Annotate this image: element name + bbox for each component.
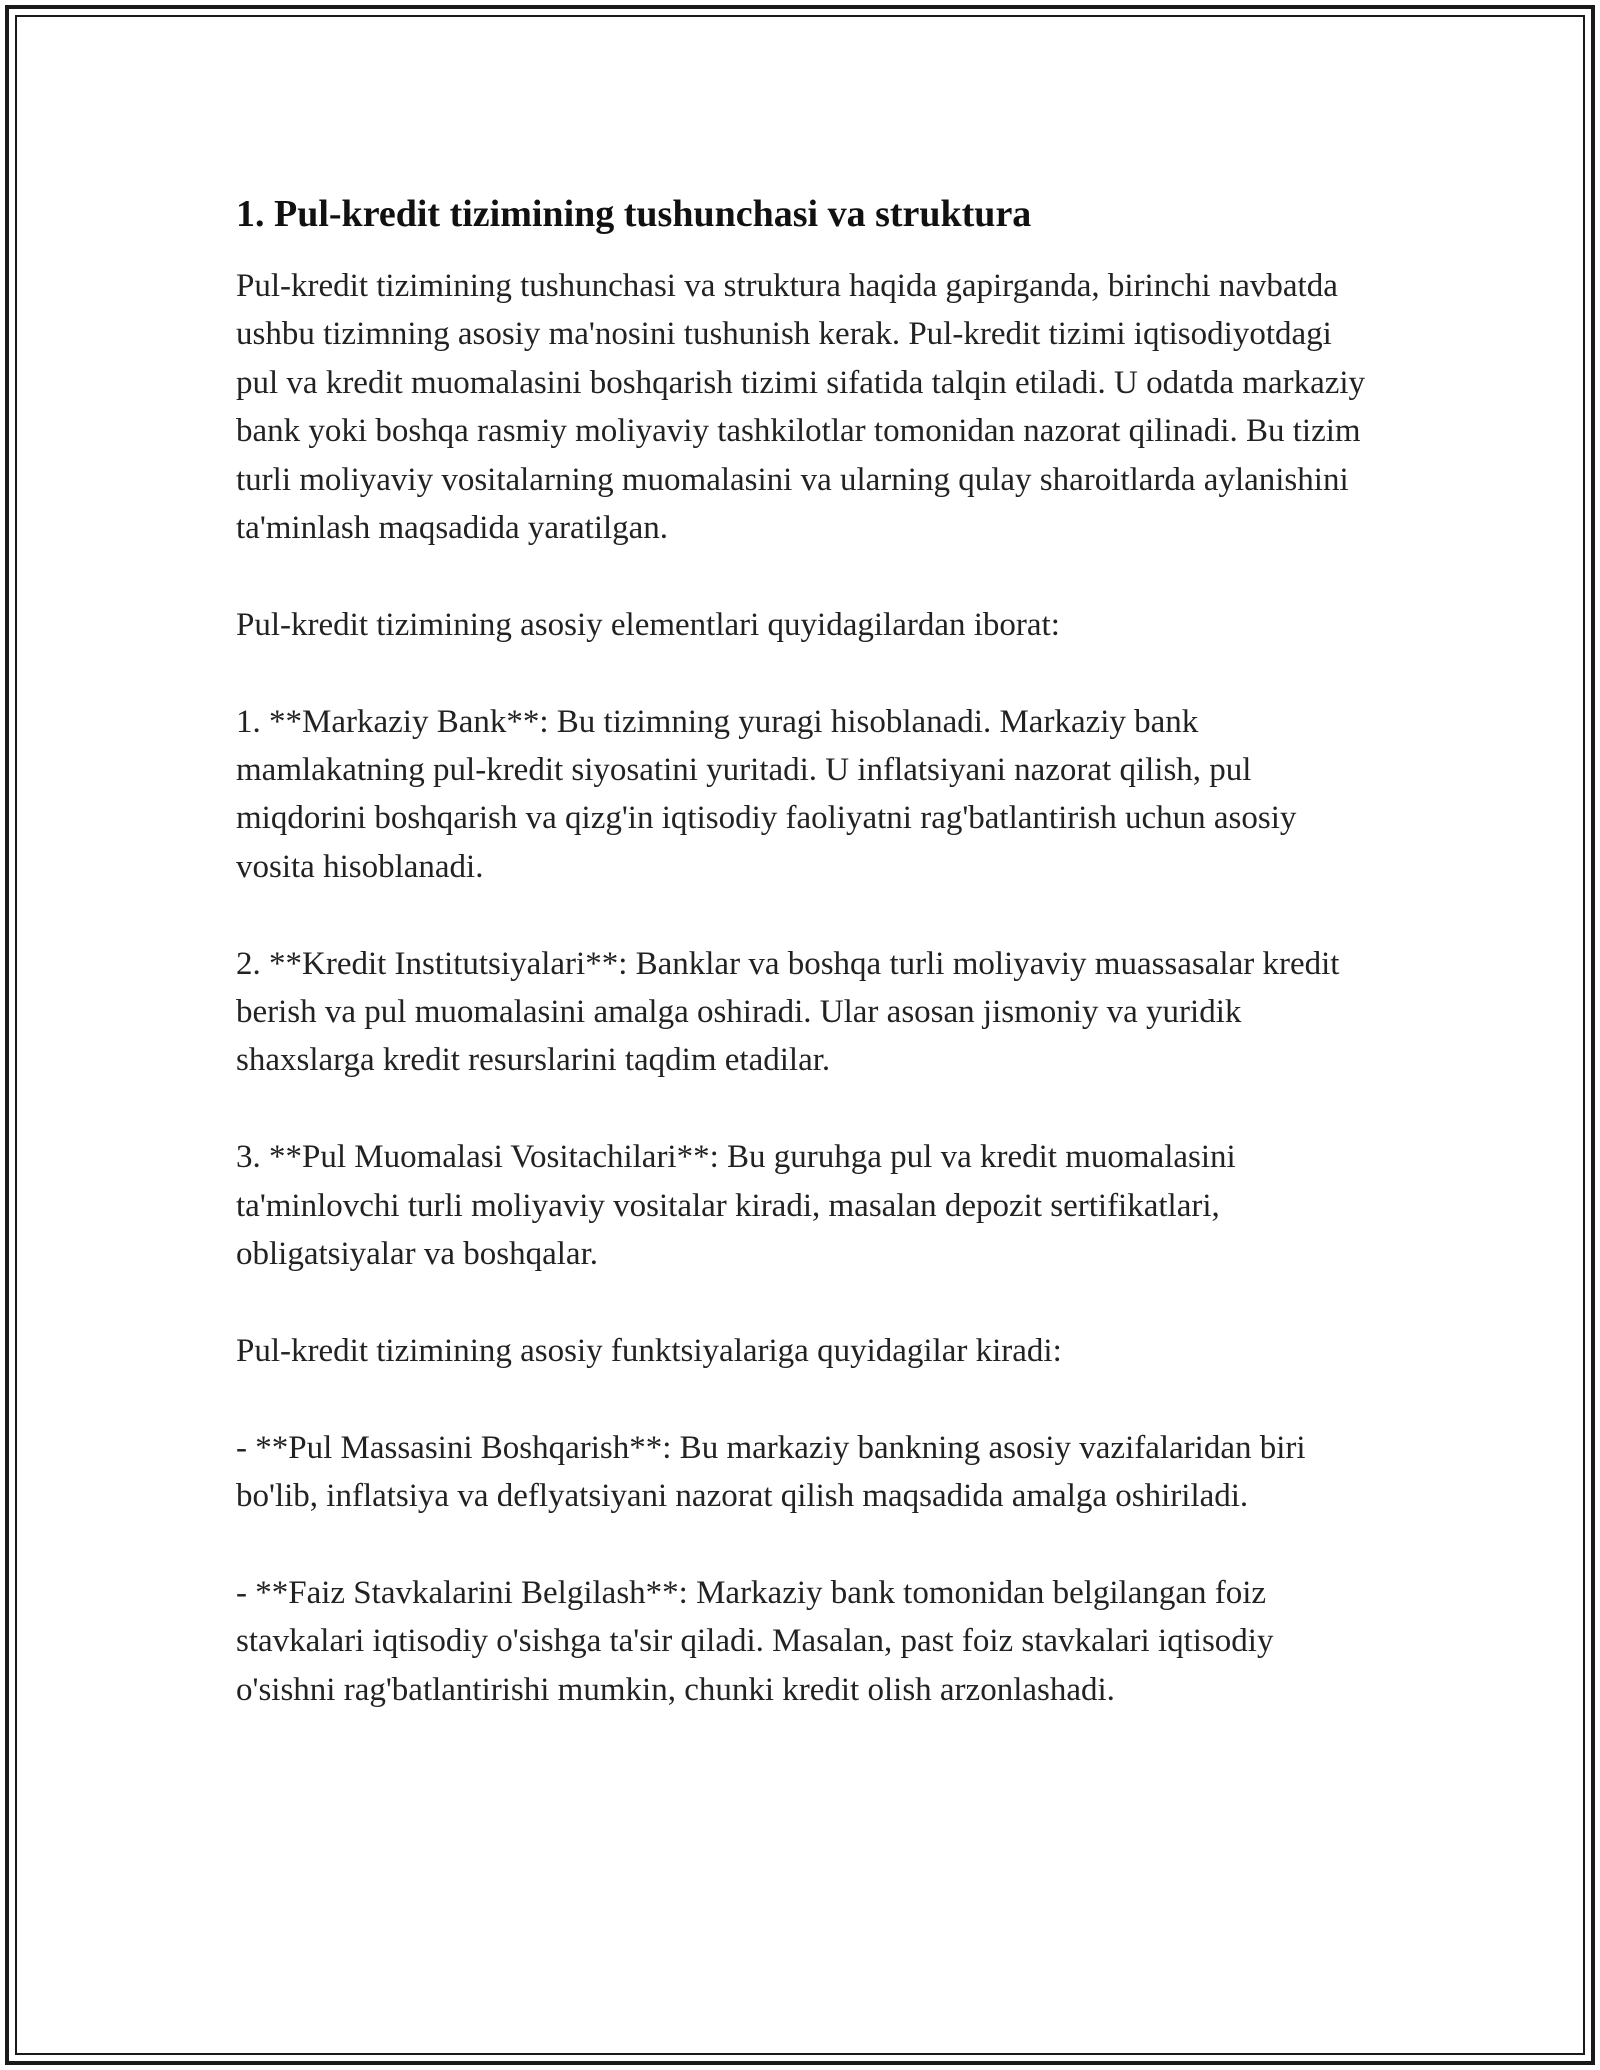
paragraph-functions-intro: Pul-kredit tizimining asosiy funktsiyalariga quyidagilar kiradi: (236, 1332, 1062, 1369)
paragraph-central-bank: 1. **Markaziy Bank**: Bu tizimning yuragi hisoblanadi. Markaziy bank mamlakatning pul-kredit siyosatini yuritadi. U inflatsiyani nazorat qilish, pul miqdorini boshqarish va qizg'in iqtisodiy faoliyatni rag'batlantirish uchun asosiy vosita hisoblanadi. (236, 703, 1297, 885)
paragraph-interest-rates: - **Faiz Stavkalarini Belgilash**: Markaziy bank tomonidan belgilangan foiz stavkalari iqtisodiy o'sishga ta'sir qiladi. Masalan, past foiz stavkalari iqtisodiy o'sishni rag'batlantirishi mumkin, chunki kredit olish arzonlashadi. (236, 1574, 1274, 1708)
paragraph-elements-intro: Pul-kredit tizimining asosiy elementlari quyidagilardan iborat: (236, 606, 1060, 643)
document-body (236, 188, 1376, 1762)
paragraph-intro: Pul-kredit tizimining tushunchasi va struktura haqida gapirganda, birinchi navbatda ushbu tizimning asosiy ma'nosini tushunish kerak. Pul-kredit tizimi iqtisodiyotdagi pul va kredit muomalasini boshqarish tizimi sifatida talqin etiladi. U odatda markaziy bank yoki boshqa rasmiy moliyaviy tashkilotlar tomonidan nazorat qilinadi. Bu tizim turli moliyaviy vositalarning muomalasini va ularning qulay sharoitlarda aylanishini ta'minlash maqsadida yaratilgan. (236, 268, 1366, 547)
paragraph-money-supply: - **Pul Massasini Boshqarish**: Bu markaziy bankning asosiy vazifalaridan biri bo'lib, inflatsiya va deflyatsiyani nazorat qilish maqsadida amalga oshiriladi. (236, 1429, 1306, 1515)
paragraph-money-intermediaries: 3. **Pul Muomalasi Vositachilari**: Bu guruhga pul va kredit muomalasini ta'minlovchi turli moliyaviy vositalar kiradi, masalan depozit sertifikatlari, obligatsiyalar va boshqalar. (236, 1139, 1236, 1273)
paragraph-credit-institutions: 2. **Kredit Institutsiyalari**: Banklar va boshqa turli moliyaviy muassasalar kredit berish va pul muomalasini amalga oshiradi. Ular asosan jismoniy va yuridik shaxslarga kredit resurslarini taqdim etadilar. (236, 945, 1340, 1079)
section-heading: 1. Pul-kredit tizimining tushunchasi va struktura (236, 193, 1032, 235)
